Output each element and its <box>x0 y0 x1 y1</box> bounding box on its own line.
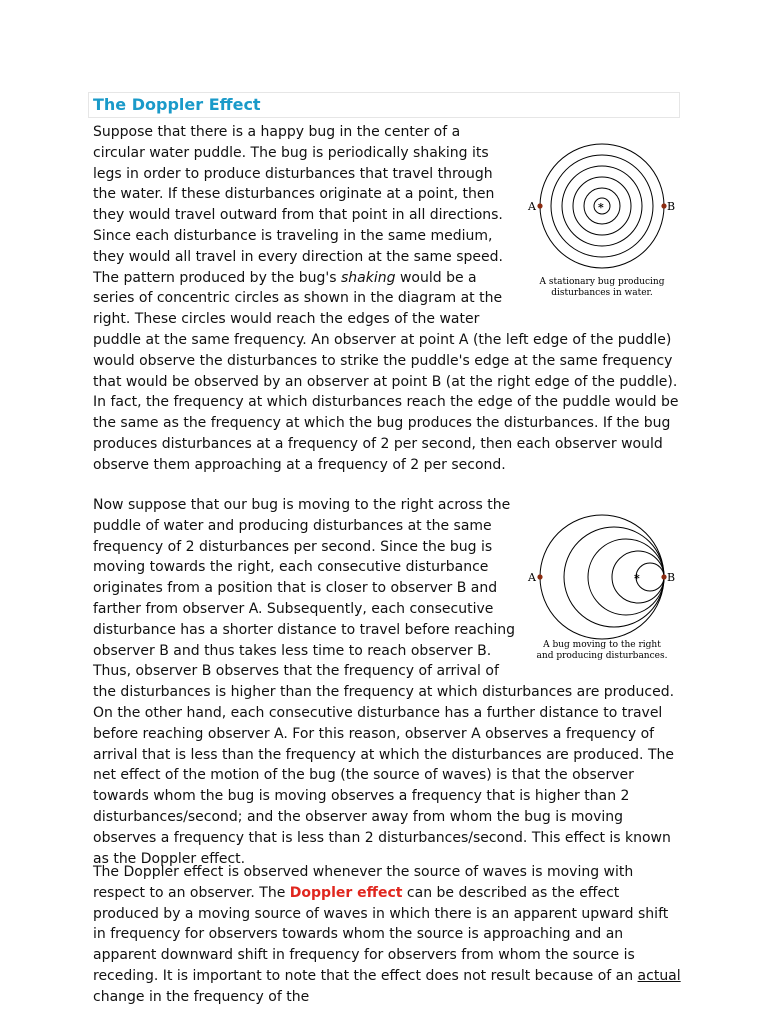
figure1-caption-line1: A stationary bug producing <box>539 277 665 287</box>
figure2-caption-line1: A bug moving to the right <box>543 640 661 650</box>
observer-a-point <box>537 574 542 579</box>
paragraph-doppler-definition <box>93 862 681 1008</box>
doppler-circles-diagram <box>522 510 682 640</box>
concentric-circles-diagram <box>522 142 682 277</box>
ripple-circle <box>588 539 664 615</box>
bug-icon: * <box>598 201 604 214</box>
figure-moving-bug <box>522 510 682 670</box>
paragraph1-text: Suppose that there is a happy bug in the center of a circular water puddle. The bug is periodically shaking its legs in order to produce disturbances that travel through the water. If these disturbances originate at a point, then they would travel outward from that point in all directions. Since each disturbance is traveling in the same medium, they would all travel in every direction at the same speed. The pattern produced by the bug's <box>93 124 503 286</box>
ripple-circle <box>636 563 664 591</box>
paragraph3-start: The Doppler effect is observed whenever the source of waves is moving with respect to an observer. The <box>93 864 634 901</box>
observer-b-label: B <box>667 200 676 213</box>
bug-icon: * <box>634 572 640 585</box>
actual-underlined: actual <box>637 967 681 984</box>
ripple-circle <box>564 527 664 627</box>
observer-a-point <box>537 203 542 208</box>
observer-a-label: A <box>528 571 536 584</box>
observer-b-label: B <box>667 571 676 584</box>
paragraph1-rest: would be a series of concentric circles as shown in the diagram at the right. These circles would reach the edges of the water puddle at the same frequency. An observer at point A (the left edge of the puddle) would observe the disturbances to strike the puddle's edge at the same frequency that would be observed by an observer at point B (at the right edge of the puddle). In fact, the frequency at which disturbances reach the edge of the puddle would be the same as the frequency at which the bug produces the disturbances. If the bug produces disturbances at a frequency of 2 per second, then each observer would observe them approaching at a frequency of 2 per second. <box>93 269 679 473</box>
observer-b-point <box>661 203 666 208</box>
paragraph1-italic: shaking <box>340 269 396 286</box>
figure-stationary-bug <box>522 142 682 307</box>
paragraph3-end: change in the frequency of the <box>93 988 310 1005</box>
figure1-caption-line2: disturbances in water. <box>551 288 653 298</box>
paragraph3-mid: can be described as the effect produced by a moving source of waves in which there is an apparent upward shift in frequency for observers towards whom the source is approaching and an apparent downward shift in frequency for observers from whom the source is receding. It is important to note that the effect does not result because of an <box>93 884 669 984</box>
figure2-caption-line2: and producing disturbances. <box>536 651 668 661</box>
page-title: The Doppler Effect <box>93 95 261 114</box>
figure1-caption <box>522 277 682 299</box>
paragraph2-text: Now suppose that our bug is moving to the right across the puddle of water and producing disturbances at the same frequency of 2 disturbances per second. Since the bug is moving towards the right, each consecutive disturbance originates from a position that is closer to observer B and farther from observer A. Subsequently, each consecutive disturbance has a shorter distance to travel before reaching observer B and thus takes less time to reach observer B. Thus, observer B observes that the frequency of arrival of the disturbances is higher than the frequency at which disturbances are produced. On the other hand, each consecutive disturbance has a further distance to travel before reaching observer A. For this reason, observer A observes a frequency of arrival that is less than the frequency at which the disturbances are produced. The net effect of the motion of the bug (the source of waves) is that the observer towards whom the bug is moving observes a frequency that is higher than 2 disturbances/second; and the observer away from whom the bug is moving observes a frequency that is less than 2 disturbances/second. This effect is known as the Doppler effect. <box>93 497 675 867</box>
ripple-circle <box>540 515 664 639</box>
observer-b-point <box>661 574 666 579</box>
figure2-caption <box>522 640 682 662</box>
observer-a-label: A <box>528 200 536 213</box>
doppler-effect-term: Doppler effect <box>289 884 403 901</box>
